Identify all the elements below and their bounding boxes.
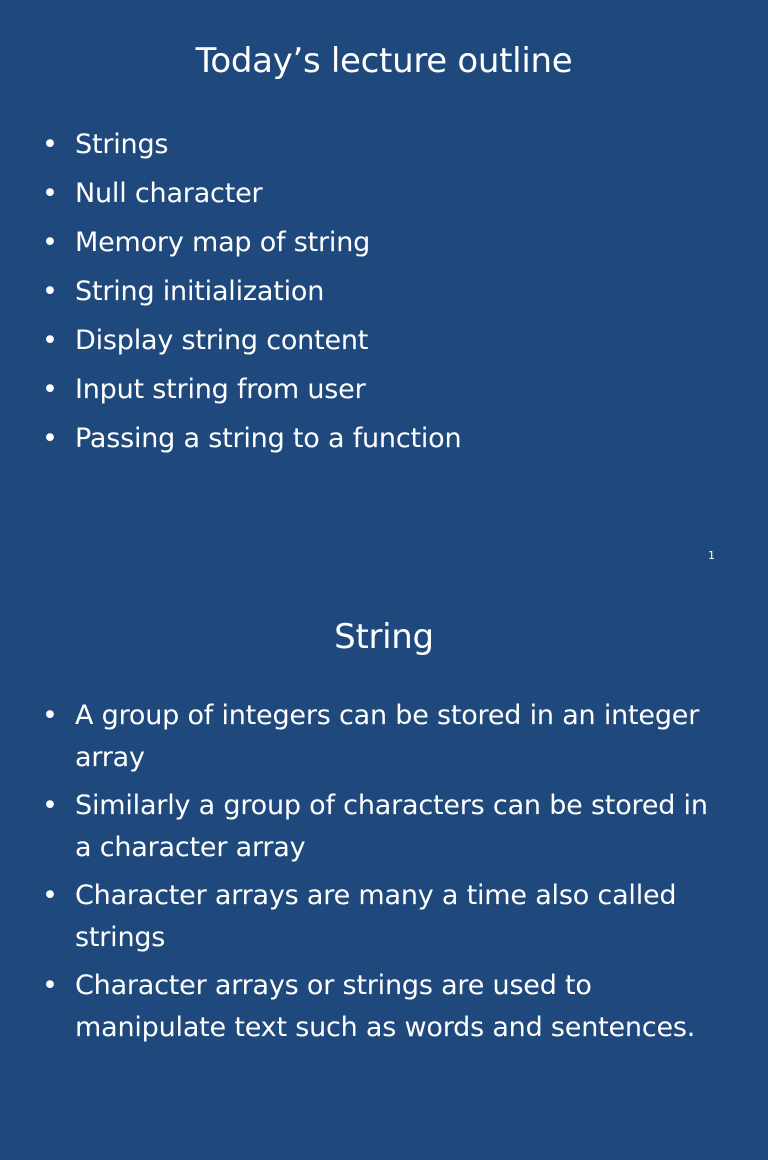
bullet-text: Display string content	[75, 325, 369, 356]
bullet-item	[38, 267, 738, 316]
bullet-marker: •	[42, 227, 58, 258]
bullet-text: Null character	[75, 178, 263, 209]
bullet-item	[38, 169, 738, 218]
bullet-item	[38, 785, 728, 869]
bullet-item	[38, 965, 728, 1049]
slide-title: Today’s lecture outline	[195, 41, 573, 81]
outline-bullet-list	[38, 120, 738, 463]
bullet-text: A group of integers can be stored in an integer array	[75, 700, 700, 773]
slide-separator	[0, 576, 768, 584]
bullet-item	[38, 875, 728, 959]
bullet-text: Character arrays are many a time also called strings	[75, 880, 677, 953]
string-bullet-list	[38, 695, 728, 1055]
bullet-text: String initialization	[75, 276, 325, 307]
bullet-text: Passing a string to a function	[75, 423, 462, 454]
bullet-marker: •	[42, 423, 58, 454]
bullet-item	[38, 120, 738, 169]
bullet-text: Input string from user	[75, 374, 366, 405]
bullet-text: Strings	[75, 129, 169, 160]
bullet-marker: •	[42, 790, 58, 821]
slide-title: String	[334, 617, 434, 657]
bullet-marker: •	[42, 880, 58, 911]
slide-string	[0, 584, 768, 1160]
bullet-marker: •	[42, 276, 58, 307]
bullet-item	[38, 414, 738, 463]
bullet-item	[38, 365, 738, 414]
bullet-text: Character arrays or strings are used to manipulate text such as words and sentences.	[75, 970, 696, 1043]
bullet-marker: •	[42, 178, 58, 209]
bullet-item	[38, 695, 728, 779]
slide-lecture-outline	[0, 0, 768, 576]
bullet-marker: •	[42, 970, 58, 1001]
bullet-item	[38, 316, 738, 365]
bullet-marker: •	[42, 325, 58, 356]
bullet-text: Memory map of string	[75, 227, 371, 258]
bullet-marker: •	[42, 374, 58, 405]
bullet-marker: •	[42, 129, 58, 160]
bullet-item	[38, 218, 738, 267]
slide-page-number: 1	[708, 549, 715, 562]
bullet-marker: •	[42, 700, 58, 731]
bullet-text: Similarly a group of characters can be stored in a character array	[75, 790, 708, 863]
